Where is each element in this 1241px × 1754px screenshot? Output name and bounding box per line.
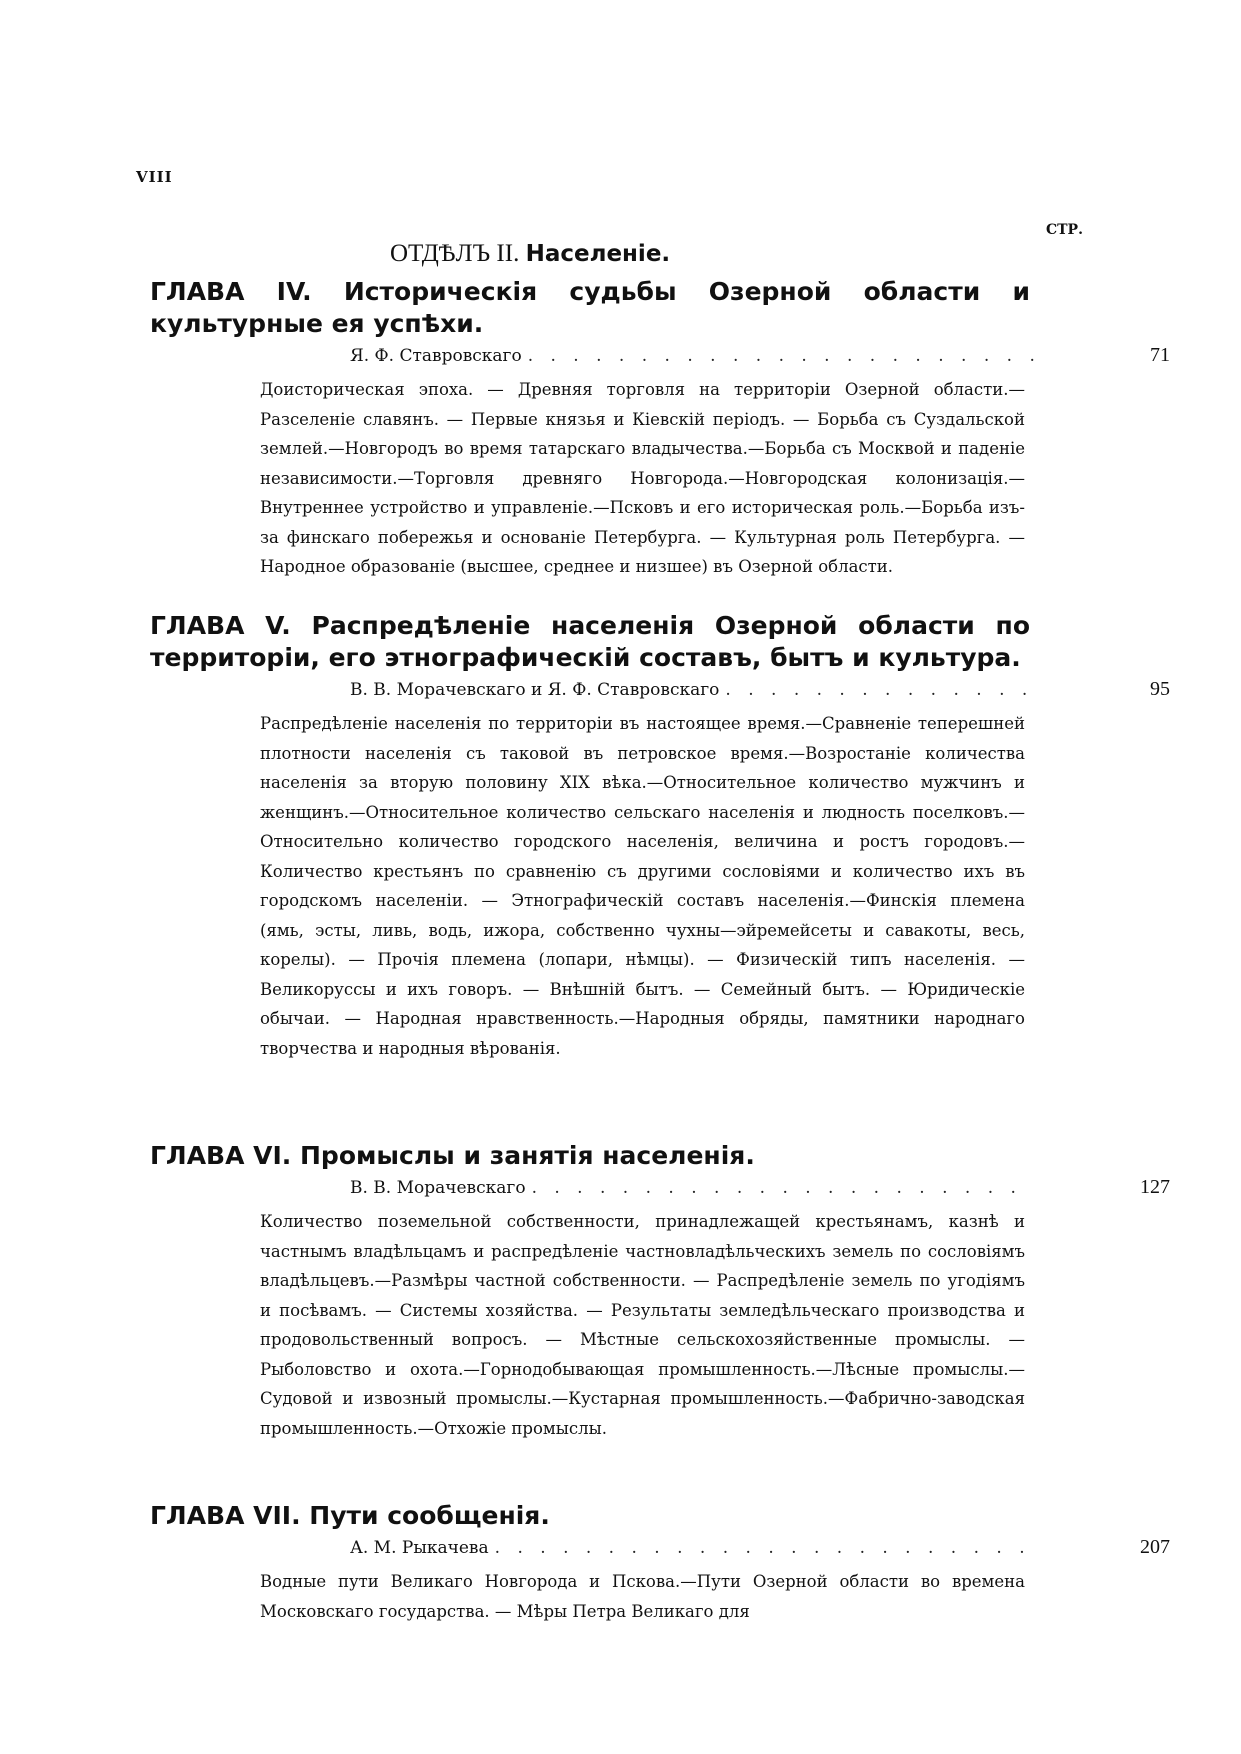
dot-leader	[532, 1173, 1034, 1203]
chapter-author: В. В. Морачевскаго и Я. Ф. Ставровскаго	[350, 680, 720, 700]
section-prefix: ОТДѢЛЪ II.	[390, 240, 520, 267]
section-name: Населеніе.	[525, 241, 671, 267]
chapter-heading: ГЛАВА VII. Пути сообщенія.	[150, 1501, 550, 1530]
chapter-page-number: 95	[1150, 678, 1170, 700]
page-number: VIII	[136, 168, 173, 186]
chapter-vii	[150, 1500, 1170, 1626]
toc-entry	[350, 1532, 1170, 1563]
dot-leader	[495, 1533, 1034, 1563]
chapter-author: В. В. Морачевскаго	[350, 1178, 526, 1198]
chapter-summary: Доисторическая эпоха. — Древняя торговля на территоріи Озерной области.—Разселеніе славянъ. — Первые князья и Кіевскій періодъ. — Борьба съ Суздальской землей.—Новгородъ во время татарскаго владычества.—Борьба съ Москвой и паденіе независимости.—Торговля древняго Новгорода.—Новгородская колонизація.—Внутреннее устройство и управленіе.—Псковъ и его историческая роль.—Борьба изъ-за финскаго побережья и основаніе Петербурга. — Культурная роль Петербурга. — Народное образованіе (высшее, среднее и низшее) въ Озерной области.	[260, 380, 1025, 576]
chapter-page-number: 71	[1150, 344, 1170, 366]
dot-leader	[528, 341, 1034, 371]
chapter-summary: Количество поземельной собственности, принадлежащей крестьянамъ, казнѣ и частнымъ владѣльцамъ и распредѣленіе частновладѣльческихъ земель по сословіямъ владѣльцевъ.—Размѣры частной собственности. — Распредѣленіе земель по угодіямъ и посѣвамъ. — Системы хозяйства. — Результаты земледѣльческаго производства и продовольственный вопросъ. — Мѣстные сельскохозяйственные промыслы. — Рыболовство и охота.—Горнодобывающая промышленность.—Лѣсные промыслы.— Судовой и извозный промыслы.—Кустарная промышленность.—Фабрично-заводская промышленность.—Отхожіе промыслы.	[260, 1212, 1025, 1438]
chapter-author: Я. Ф. Ставровскаго	[350, 346, 522, 366]
chapter-page-number: 127	[1140, 1176, 1170, 1198]
dot-leader	[725, 675, 1034, 705]
toc-entry	[350, 1172, 1170, 1203]
chapter-vi	[150, 1140, 1170, 1443]
section-title	[390, 240, 670, 268]
toc-entry	[350, 674, 1170, 705]
chapter-iv	[150, 276, 1170, 582]
chapter-heading: ГЛАВА IV. Историческія судьбы Озерной области и культурные ея успѣхи.	[150, 277, 1030, 338]
toc-entry	[350, 340, 1170, 371]
chapter-summary: Распредѣленіе населенія по территоріи въ настоящее время.—Сравненіе теперешней плотности населенія съ таковой въ петровское время.—Возростаніе количества населенія за вторую половину XIX вѣка.—Относительное количество мужчинъ и женщинъ.—Относительное количество сельскаго населенія и людность поселковъ.—Относительно количество городского населенія, величина и ростъ городовъ.— Количество крестьянъ по сравненію съ другими сословіями и количество ихъ въ городскомъ населеніи. — Этнографическій составъ населенія.—Финскія племена (ямь, эсты, ливь, водь, ижора, собственно чухны—эйремейсеты и савакоты, весь, корелы). — Прочія племена (лопари, нѣмцы). — Физическій типъ населенія. — Великоруссы и ихъ говоръ. — Внѣшній бытъ. — Семейный бытъ. — Юридическіе обычаи. — Народная нравственность.—Народныя обряды, памятники народнаго творчества и народныя вѣрованія.	[260, 714, 1025, 1058]
page-column-label: СТР.	[1046, 222, 1083, 238]
chapter-summary: Водные пути Великаго Новгорода и Пскова.—Пути Озерной области во времена Московскаго государства. — Мѣры Петра Великаго для	[260, 1572, 1025, 1621]
chapter-page-number: 207	[1140, 1536, 1170, 1558]
chapter-heading: ГЛАВА V. Распредѣленіе населенія Озерной области по территоріи, его этнографическій составъ, бытъ и культура.	[150, 611, 1030, 672]
chapter-heading: ГЛАВА VI. Промыслы и занятія населенія.	[150, 1141, 755, 1170]
chapter-author: А. М. Рыкачева	[350, 1538, 489, 1558]
chapter-v	[150, 610, 1170, 1063]
